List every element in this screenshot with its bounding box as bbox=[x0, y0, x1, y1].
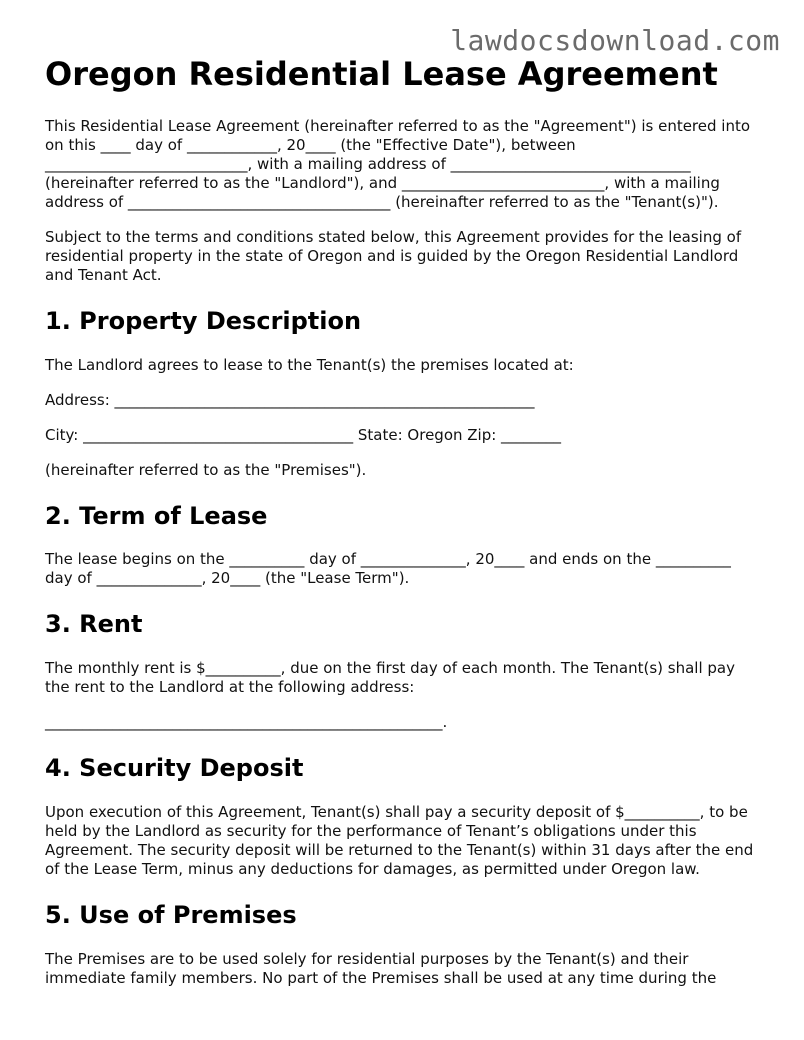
property-premises-note: (hereinafter referred to as the "Premises"). bbox=[45, 460, 367, 479]
watermark-text: lawdocsdownload.com bbox=[450, 24, 780, 57]
section-heading-deposit: 4. Security Deposit bbox=[45, 754, 304, 783]
property-intro-text: The Landlord agrees to lease to the Tenant(s) the premises located at: bbox=[45, 355, 574, 374]
section-heading-use: 5. Use of Premises bbox=[45, 900, 297, 929]
term-paragraph: The lease begins on the __________ day of ______________, 20____ and ends on the __________ day of ______________, 20____ (the "Lease Term"). bbox=[45, 550, 731, 588]
intro-subject-paragraph: Subject to the terms and conditions stated below, this Agreement provides for the leasing of residential property in the state of Oregon and is guided by the Oregon Residential Landlord and Tenant Act. bbox=[45, 227, 742, 284]
property-city-line: City: ____________________________________ State: Oregon Zip: ________ bbox=[45, 425, 562, 444]
use-paragraph: The Premises are to be used solely for residential purposes by the Tenant(s) and their immediate family members. No part of the Premises shall be used at any time during the bbox=[45, 949, 717, 987]
intro-paragraph: This Residential Lease Agreement (hereinafter referred to as the "Agreement") is entered into on this ____ day of ____________, 20____ (the "Effective Date"), between ___________________________, with a mailing address of ________________________________ (hereinafter referred to as the "Landlord"), and ___________________________, with a mailing address of ___________________________________ (hereinafter referred to as the "Tenant(s)"). bbox=[45, 116, 751, 211]
deposit-paragraph: Upon execution of this Agreement, Tenant(s) shall pay a security deposit of $__________, to be held by the Landlord as security for the performance of Tenant’s obligations under this Agreement. The security deposit will be returned to the Tenant(s) within 31 days after the end of the Lease Term, minus any deductions for damages, as permitted under Oregon law. bbox=[45, 802, 754, 878]
property-address-line: Address: ________________________________________________________ bbox=[45, 390, 535, 409]
document-page bbox=[45, 56, 761, 1004]
rent-address-line: _____________________________________________________. bbox=[45, 713, 448, 732]
section-heading-property: 1. Property Description bbox=[45, 306, 362, 335]
section-heading-term: 2. Term of Lease bbox=[45, 501, 268, 530]
document-title: Oregon Residential Lease Agreement bbox=[45, 55, 718, 93]
rent-paragraph: The monthly rent is $__________, due on the first day of each month. The Tenant(s) shall pay the rent to the Landlord at the following address: bbox=[45, 659, 735, 697]
section-heading-rent: 3. Rent bbox=[45, 610, 143, 639]
